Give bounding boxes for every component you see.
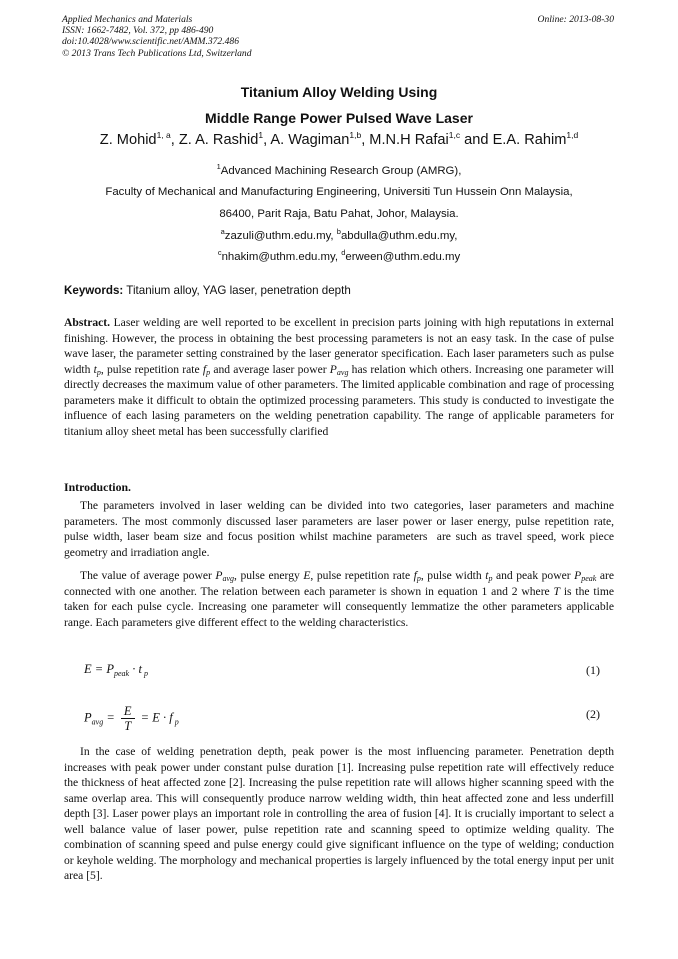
keywords-label: Keywords: — [64, 284, 124, 297]
author-affiliation-mark: 1,c — [448, 130, 461, 140]
body-paragraph: The value of average power $P_{avg}$, pulse energy E, pulse repetition rate $f_p$, pulse width $t_p$ and peak power $P_{peak}$ are connected with one another. The relation between each parameter is shown in equation 1 and 2 where T is the time taken for each pulse cycle. Increasing one parameter will consequently lemmatize the other parameters applicable range. Each parameters give different effect to the welding characteristics. — [64, 569, 614, 629]
introduction-heading: Introduction. — [64, 480, 131, 494]
equation-1: $E = P_{peak} \cdot t$ $_p$ — [84, 662, 148, 678]
author-name: A. Wagiman — [270, 132, 350, 148]
journal-info — [62, 14, 252, 59]
author-name: E.A. Rahim — [492, 132, 567, 148]
affiliation-faculty: Faculty of Mechanical and Manufacturing Engineering, Universiti Tun Hussein Onn Malaysia, — [105, 186, 573, 198]
abstract-label: Abstract. — [64, 316, 111, 329]
online-date: Online: 2013-08-30 — [537, 14, 614, 25]
equation-2-number: (2) — [586, 707, 600, 721]
equation-2: $P_{avg}$ = $\frac{E}{T}$ = E · f $_p$ — [84, 704, 179, 733]
keywords-line — [64, 284, 351, 298]
author-name: Z. Mohid — [99, 132, 157, 148]
keywords-text: Titanium alloy, YAG laser, penetration depth — [126, 284, 351, 297]
author-affiliation-mark: 1,d — [566, 130, 579, 140]
journal-name: Applied Mechanics and Materials — [62, 14, 193, 25]
copyright-info: © 2013 Trans Tech Publications Ltd, Switzerland — [62, 47, 252, 59]
affiliation-group: $^1$Advanced Machining Research Group (AMRG), — [216, 162, 462, 177]
doi-info: doi:10.4028/www.scientific.net/AMM.372.486 — [62, 36, 240, 48]
paper-title-line-2: Middle Range Power Pulsed Wave Laser — [205, 110, 473, 126]
author-emails: $^a$zazuli@uthm.edu.my, $^b$abdulla@uthm.edu.my, — [220, 227, 458, 242]
author-affiliation-mark: 1,b — [349, 130, 362, 140]
abstract-paragraph: Abstract. Laser welding are well reported to be excellent in precision parts joining with high reputations in external finishing. However, the process in obtaining the best processing parameters is not an easy task. In the case of pulse wave laser, the parameter setting constrained by the laser generator specification. Each laser parameters such as pulse width $t_p$, pulse repetition rate $f_p$ and average laser power $P_{avg}$ has relation which others. Increasing one parameter will directly decreases the maximum value of other parameters. The limited applicable combination and rage of processing parameters make it difficult to obtain the optimized processing parameters. This study is conducted to investigate the influence of each lasing parameters on the welding penetration capability. The range of applicable parameters for titanium alloy sheet metal has been successfully clarified — [64, 316, 614, 438]
issn-info: ISSN: 1662-7482, Vol. 372, pp 486-490 — [62, 25, 214, 37]
body-paragraph: The parameters involved in laser welding can be divided into two categories, laser parameters and machine parameters. The most commonly discussed laser parameters are laser power or laser energy, pulse repetition rate, pulse width, laser beam size and focus position whilst machine parameters are such as travel speed, work piece geometry and irradiation angle. — [64, 499, 614, 559]
affiliation-address: 86400, Parit Raja, Batu Pahat, Johor, Malaysia. — [219, 208, 459, 220]
email-link[interactable]: zazuli@uthm.edu.my, — [224, 230, 334, 242]
author-affiliation-mark: 1 — [258, 130, 264, 140]
paper-title-line-1: Titanium Alloy Welding Using — [240, 84, 438, 100]
body-paragraph: In the case of welding penetration depth, peak power is the most influencing parameter. Penetration depth increases with peak power under constant pulse duration [1]. Increasing pulse repetition rate will effectively reduce the thickness of heat affected zone [2]. Increasing the pulse repetition rate will allows higher scanning speed with the same overlap area. This will consequently produce narrow welding width, thin heat affected zone and less underfill depth [3]. Laser power plays an important role in controlling the area of fusion [4]. It is crucially important to select a well balance value of laser power, pulse repetition rate and scanning speed to optimize welding quality. The combination of scanning speed and pulse energy could give significant influence on the type of welding; conduction or keyhole welding. The morphology and mechanical properties is largely influenced by the total energy input per unit area [5]. — [64, 745, 614, 882]
author-list: Z. Mohid$^{1, a}$, Z. A. Rashid$^1$, A. Wagiman$^{1,b}$, M.N.H Rafai$^{1,c}$ and E.A. Rahim$^{1,d}$ — [99, 130, 579, 148]
author-name: M.N.H Rafai — [369, 132, 449, 148]
author-emails: $^c$nhakim@uthm.edu.my, $^d$erween@uthm.edu.my — [217, 248, 461, 263]
equation-1-number: (1) — [586, 663, 600, 677]
email-link[interactable]: abdulla@uthm.edu.my, — [340, 230, 458, 242]
author-affiliation-mark: 1, a — [156, 130, 171, 140]
email-link[interactable]: nhakim@uthm.edu.my, — [221, 251, 339, 263]
author-name: Z. A. Rashid — [178, 132, 259, 148]
email-link[interactable]: erween@uthm.edu.my — [345, 251, 461, 263]
